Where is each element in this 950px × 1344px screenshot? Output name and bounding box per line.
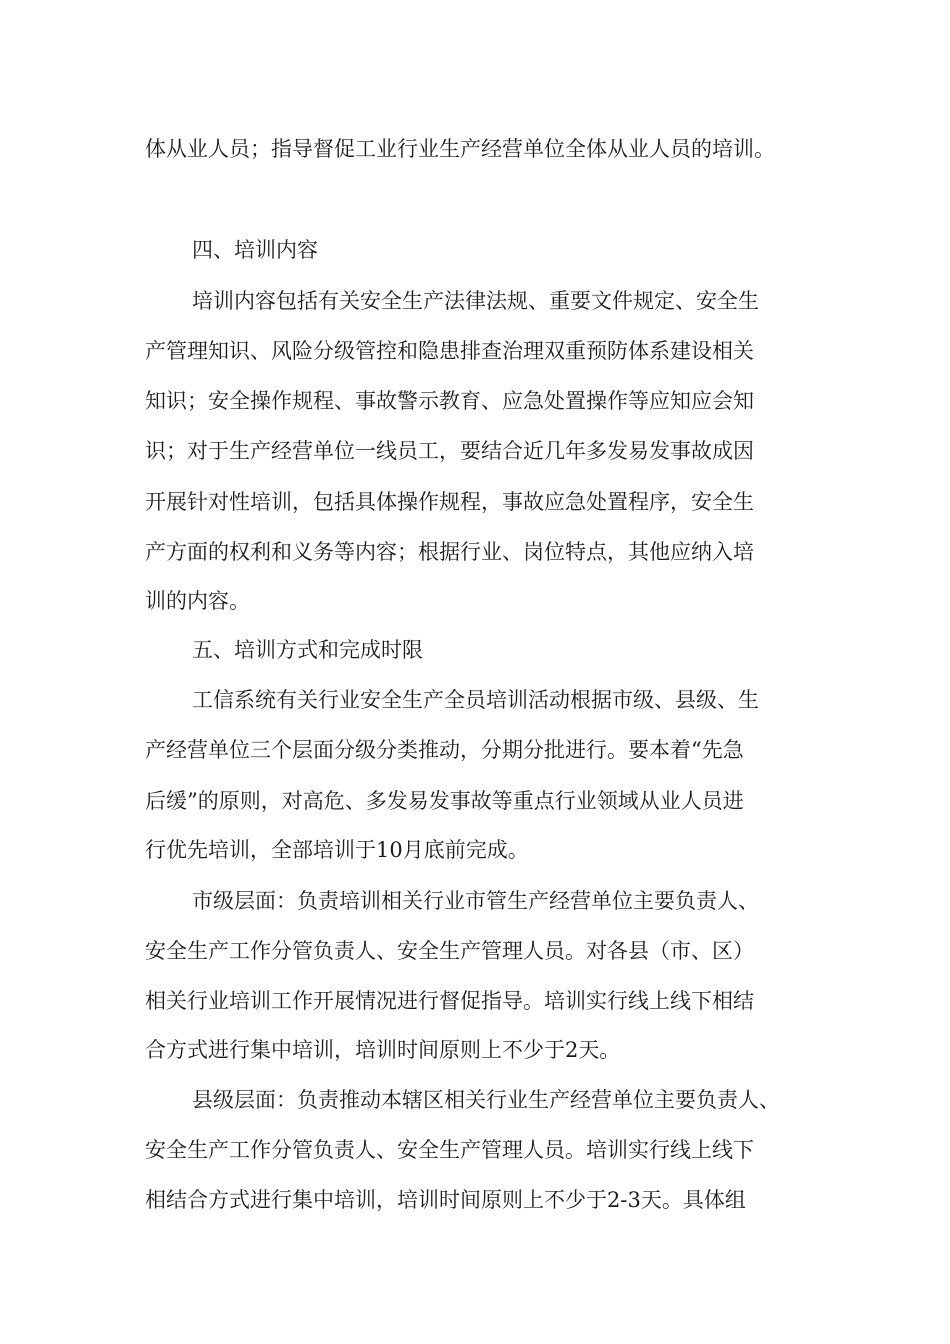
section-heading-training-content: 四、培训内容 (192, 238, 318, 262)
section-heading-training-method: 五、培训方式和完成时限 (192, 638, 423, 662)
paragraph-line: 安全生产工作分管负责人、安全生产管理人员。对各县（市、区） (145, 939, 754, 963)
paragraph-line: 安全生产工作分管负责人、安全生产管理人员。培训实行线上线下 (145, 1138, 754, 1162)
paragraph-line: 工信系统有关行业安全生产全员培训活动根据市级、县级、生 (192, 688, 759, 712)
paragraph-line: 相关行业培训工作开展情况进行督促指导。培训实行线上线下相结 (145, 989, 754, 1013)
paragraph-line: 市级层面：负责培训相关行业市管生产经营单位主要负责人、 (192, 889, 759, 913)
paragraph-line: 产管理知识、风险分级管控和隐患排查治理双重预防体系建设相关 (145, 339, 754, 363)
paragraph-line: 训的内容。 (145, 589, 250, 613)
paragraph-line: 后缓”的原则，对高危、多发易发事故等重点行业领域从业人员进 (145, 789, 744, 813)
paragraph-line: 相结合方式进行集中培训，培训时间原则上不少于2-3天。具体组 (145, 1188, 746, 1212)
paragraph-line: 识；对于生产经营单位一线员工，要结合近几年多发易发事故成因 (145, 439, 754, 463)
paragraph-line: 体从业人员；指导督促工业行业生产经营单位全体从业人员的培训。 (145, 137, 775, 161)
paragraph-line: 产方面的权利和义务等内容；根据行业、岗位特点，其他应纳入培 (145, 540, 754, 564)
paragraph-line: 县级层面：负责推动本辖区相关行业生产经营单位主要负责人、 (192, 1088, 780, 1112)
paragraph-line: 行优先培训，全部培训于10月底前完成。 (145, 838, 529, 862)
paragraph-line: 开展针对性培训，包括具体操作规程，事故应急处置程序，安全生 (145, 490, 754, 514)
paragraph-line: 产经营单位三个层面分级分类推动，分期分批进行。要本着“先急 (145, 738, 744, 762)
paragraph-line: 培训内容包括有关安全生产法律法规、重要文件规定、安全生 (192, 289, 759, 313)
paragraph-line: 知识；安全操作规程、事故警示教育、应急处置操作等应知应会知 (145, 389, 754, 413)
paragraph-line: 合方式进行集中培训，培训时间原则上不少于2天。 (145, 1038, 621, 1062)
